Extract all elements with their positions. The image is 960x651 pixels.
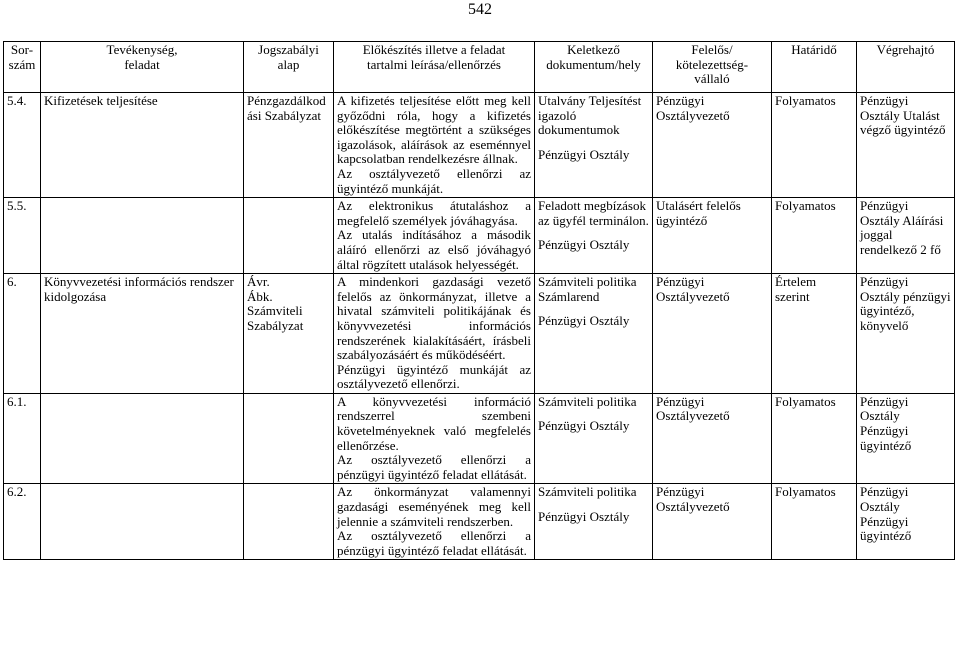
document-location: Pénzügyi Osztály — [538, 313, 630, 329]
deadline-cell: Folyamatos — [772, 198, 857, 274]
document-cell — [535, 274, 653, 394]
document-cell — [535, 93, 653, 198]
row-number-cell: 5.5. — [4, 198, 41, 274]
responsible-cell: Pénzügyi Osztályvezető — [653, 393, 772, 484]
legal-basis-cell: Ávr. Ábk. Számviteli Szabályzat — [244, 274, 334, 394]
deadline-cell: Értelem szerint — [772, 274, 857, 394]
row-number-cell: 6. — [4, 274, 41, 394]
description-cell: Az önkormányzat valamennyi gazdasági eseményének meg kell jelennie a számviteli rendszerben. Az osztályvezető ellenőrzi a pénzügyi ügyintéző feladat ellátását. — [334, 484, 535, 560]
document-location: Pénzügyi Osztály — [538, 418, 630, 434]
table-row — [4, 484, 955, 560]
activity-cell: Kifizetések teljesítése — [41, 93, 244, 198]
header-cell: Tevékenység, feladat — [41, 42, 244, 93]
table-row — [4, 274, 955, 394]
activity-cell — [41, 393, 244, 484]
executor-cell: Pénzügyi Osztály Utalást végző ügyintéző — [857, 93, 955, 198]
document-cell — [535, 393, 653, 484]
header-cell: Határidő — [772, 42, 857, 93]
activity-cell — [41, 484, 244, 560]
header-cell: Felelős/ kötelezettség- vállaló — [653, 42, 772, 93]
document-cell — [535, 198, 653, 274]
legal-basis-cell — [244, 393, 334, 484]
deadline-cell: Folyamatos — [772, 93, 857, 198]
header-cell: Keletkező dokumentum/hely — [535, 42, 653, 93]
row-number-cell: 5.4. — [4, 93, 41, 198]
document-cell — [535, 484, 653, 560]
row-number-cell: 6.1. — [4, 393, 41, 484]
executor-cell: Pénzügyi Osztály pénzügyi ügyintéző, könyvelő — [857, 274, 955, 394]
responsible-cell: Pénzügyi Osztályvezető — [653, 484, 772, 560]
table-row — [4, 93, 955, 198]
legal-basis-cell: Pénzgazdálkod ási Szabályzat — [244, 93, 334, 198]
deadline-cell: Folyamatos — [772, 484, 857, 560]
deadline-cell: Folyamatos — [772, 393, 857, 484]
control-table — [3, 41, 955, 560]
page-number: 542 — [468, 1, 492, 18]
description-cell: A könyvvezetési információ rendszerrel szembeni követelményeknek való megfelelés ellenőrzése. Az osztályvezető ellenőrzi a pénzügyi ügyintéző feladat ellátását. — [334, 393, 535, 484]
table-row — [4, 393, 955, 484]
executor-cell: Pénzügyi Osztály Pénzügyi ügyintéző — [857, 484, 955, 560]
document-name: Számviteli politika — [538, 393, 637, 409]
document-name: Számviteli politika Számlarend — [538, 274, 637, 304]
header-cell: Előkészítés illetve a feladat tartalmi leírása/ellenőrzés — [334, 42, 535, 93]
description-cell: A mindenkori gazdasági vezető felelős az önkormányzat, illetve a hivatal számviteli politikájának és könyvvezetési információs rendszerének kialakításáért, írásbeli szabályozásáért és működéséért. Pénzügyi ügyintéző munkáját az osztályvezető ellenőrzi. — [334, 274, 535, 394]
document-name: Feladott megbízások az ügyfél terminálon. — [538, 198, 649, 228]
header-cell: Sor- szám — [4, 42, 41, 93]
table-row — [4, 198, 955, 274]
responsible-cell: Pénzügyi Osztályvezető — [653, 93, 772, 198]
description-cell: A kifizetés teljesítése előtt meg kell győződni róla, hogy a kifizetés előkészítése megtörtént a szükséges igazolások, aláírások az eseménnyel kapcsolatban rendelkezésre állnak. Az osztályvezető ellenőrzi az ügyintéző munkáját. — [334, 93, 535, 198]
executor-cell: Pénzügyi Osztály Aláírási joggal rendelkező 2 fő — [857, 198, 955, 274]
legal-basis-cell — [244, 198, 334, 274]
legal-basis-cell — [244, 484, 334, 560]
document-location: Pénzügyi Osztály — [538, 509, 630, 525]
row-number-cell: 6.2. — [4, 484, 41, 560]
document-location: Pénzügyi Osztály — [538, 237, 630, 253]
document-name: Utalvány Teljesítést igazoló dokumentumok — [538, 93, 642, 138]
header-row — [4, 42, 955, 93]
activity-cell: Könyvvezetési információs rendszer kidolgozása — [41, 274, 244, 394]
description-cell: Az elektronikus átutaláshoz a megfelelő személyek jóváhagyása. Az utalás indításához a második aláíró ellenőrzi az első jóváhagyó által rögzített utalások helyességét. — [334, 198, 535, 274]
header-cell: Végrehajtó — [857, 42, 955, 93]
activity-cell — [41, 198, 244, 274]
header-cell: Jogszabályi alap — [244, 42, 334, 93]
responsible-cell: Pénzügyi Osztályvezető — [653, 274, 772, 394]
executor-cell: Pénzügyi Osztály Pénzügyi ügyintéző — [857, 393, 955, 484]
document-location: Pénzügyi Osztály — [538, 146, 630, 162]
responsible-cell: Utalásért felelős ügyintéző — [653, 198, 772, 274]
document-name: Számviteli politika — [538, 484, 637, 500]
